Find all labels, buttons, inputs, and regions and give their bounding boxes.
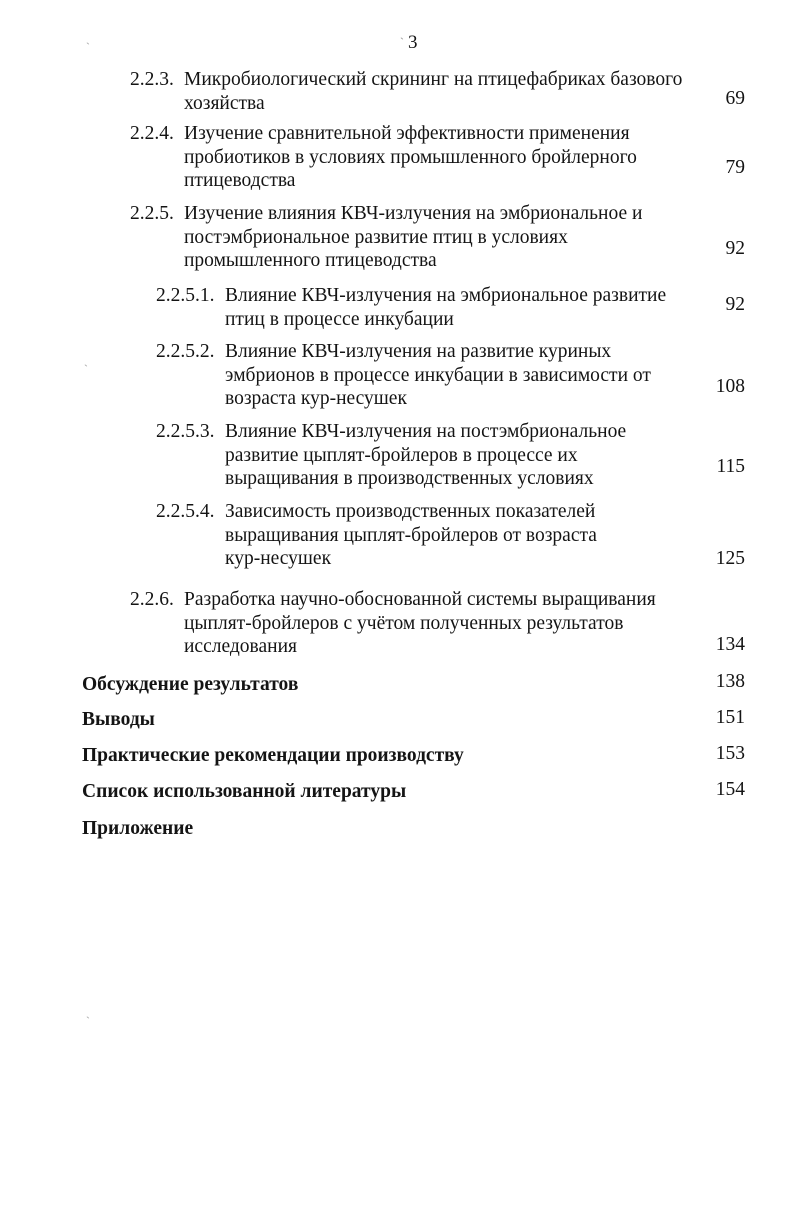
toc-entry-page: 108 xyxy=(715,376,745,397)
toc-section-page: 154 xyxy=(715,779,745,800)
toc-entry-title: Микробиологический скрининг на птицефабриках базового хозяйства xyxy=(184,69,683,114)
toc-section-title: Обсуждение результатов xyxy=(82,674,299,695)
scan-mark: ` xyxy=(86,40,90,54)
toc-section-page: 138 xyxy=(715,671,745,692)
toc-entry-page: 115 xyxy=(716,456,745,477)
scan-mark: ` xyxy=(86,1014,90,1028)
toc-section-page: 151 xyxy=(715,707,745,728)
toc-entry-page: 69 xyxy=(725,88,745,109)
toc-entry-number: 2.2.5.1. xyxy=(156,285,215,306)
toc-entry-title: Изучение сравнительной эффективности применения пробиотиков в условиях промышленного бройлерного птицеводства xyxy=(184,123,637,191)
toc-entry-number: 2.2.5.2. xyxy=(156,341,215,362)
toc-section-title: Приложение xyxy=(82,818,194,839)
toc-entry xyxy=(130,68,710,115)
toc-entry xyxy=(156,284,716,331)
toc-entry xyxy=(156,420,716,491)
toc-entry xyxy=(130,202,710,273)
toc-entry-title: Зависимость производственных показателей выращивания цыплят-бройлеров от возраста кур-несушек xyxy=(225,501,597,569)
toc-entry-number: 2.2.5.3. xyxy=(156,421,215,442)
toc-entry-page: 92 xyxy=(725,294,745,315)
toc-entry-number: 2.2.4. xyxy=(130,123,174,144)
toc-entry-page: 79 xyxy=(725,157,745,178)
toc-entry-title: Влияние КВЧ-излучения на эмбриональное развитие птиц в процессе инкубации xyxy=(225,285,667,330)
toc-entry xyxy=(130,588,710,659)
toc-entry xyxy=(130,122,710,193)
toc-entry-title: Влияние КВЧ-излучения на постэмбриональное развитие цыплят-бройлеров в процессе их выращивания в производственных условиях xyxy=(225,421,627,489)
toc-section-title: Список использованной литературы xyxy=(82,781,407,802)
toc-entry-number: 2.2.5.4. xyxy=(156,501,215,522)
toc-entry xyxy=(156,500,716,571)
toc-entry-title: Разработка научно-обоснованной системы выращивания цыплят-бройлеров с учётом полученных результатов исследования xyxy=(184,589,656,657)
toc-entry-page: 92 xyxy=(725,238,745,259)
page-number: ` 3 xyxy=(400,32,418,53)
toc-entry xyxy=(156,340,716,411)
toc-entry-page: 134 xyxy=(715,634,745,655)
toc-entry-page: 125 xyxy=(715,548,745,569)
toc-section-title: Выводы xyxy=(82,709,155,730)
toc-entry-title: Изучение влияния КВЧ-излучения на эмбриональное и постэмбриональное развитие птиц в условиях промышленного птицеводства xyxy=(184,203,643,271)
toc-entry-number: 2.2.5. xyxy=(130,203,174,224)
toc-entry-number: 2.2.3. xyxy=(130,69,174,90)
toc-section-page: 153 xyxy=(715,743,745,764)
toc-entry-number: 2.2.6. xyxy=(130,589,174,610)
scan-mark: ` xyxy=(84,362,88,376)
toc-section-title: Практические рекомендации производству xyxy=(82,745,464,766)
toc-entry-title: Влияние КВЧ-излучения на развитие куриных эмбрионов в процессе инкубации в зависимости от возраста кур-несушек xyxy=(225,341,651,409)
